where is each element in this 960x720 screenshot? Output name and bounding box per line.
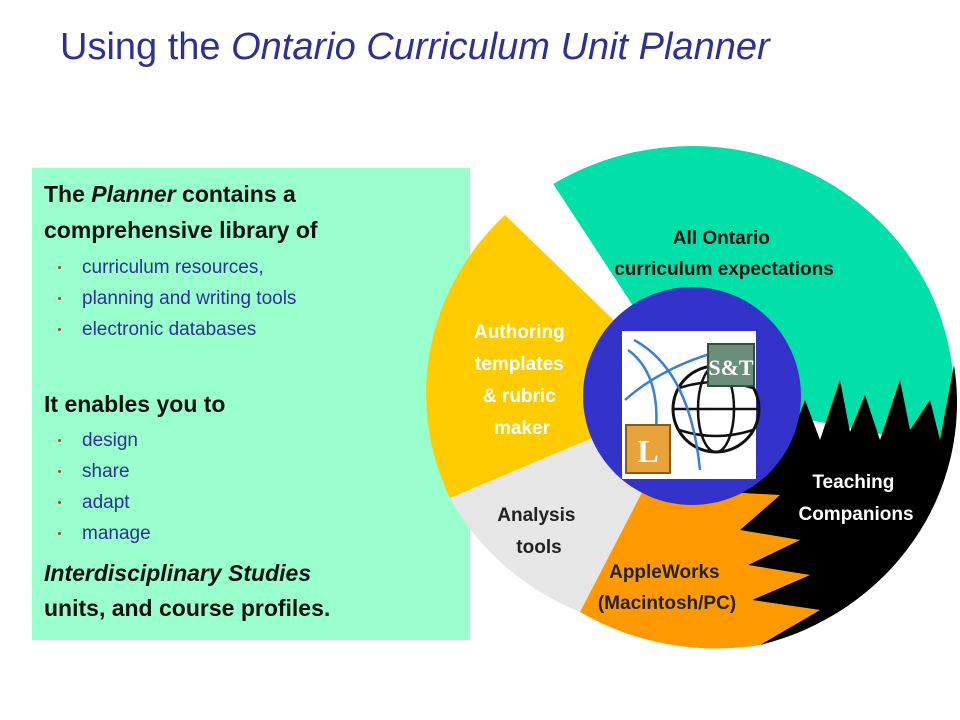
teaching-label: Teaching Companions <box>798 472 914 525</box>
appleworks-label: AppleWorks (Macintosh/PC) <box>597 562 737 614</box>
expectations-label: All Ontario curriculum expectations <box>614 228 834 280</box>
list-item: manage <box>54 518 151 549</box>
enables-heading: It enables you to <box>44 391 226 417</box>
panel-intro-line2: comprehensive library of <box>44 217 318 243</box>
closing-text: Interdisciplinary Studies units, and course profiles. <box>44 560 331 621</box>
page-title: Using the Ontario Curriculum Unit Planner <box>60 26 770 68</box>
list-item: share <box>54 456 151 487</box>
list-item: curriculum resources, <box>54 252 296 283</box>
list-item: planning and writing tools <box>54 283 296 314</box>
authoring-label: Authoring templates & rubric maker <box>473 322 565 439</box>
analysis-label: Analysis tools <box>497 505 576 558</box>
l-badge-label: L <box>637 433 659 469</box>
list-item: adapt <box>54 487 151 518</box>
st-badge-label: S&T <box>708 355 754 380</box>
list-item: design <box>54 425 151 456</box>
panel-intro-line1: The Planner contains a <box>44 181 296 207</box>
list-item: electronic databases <box>54 314 296 345</box>
